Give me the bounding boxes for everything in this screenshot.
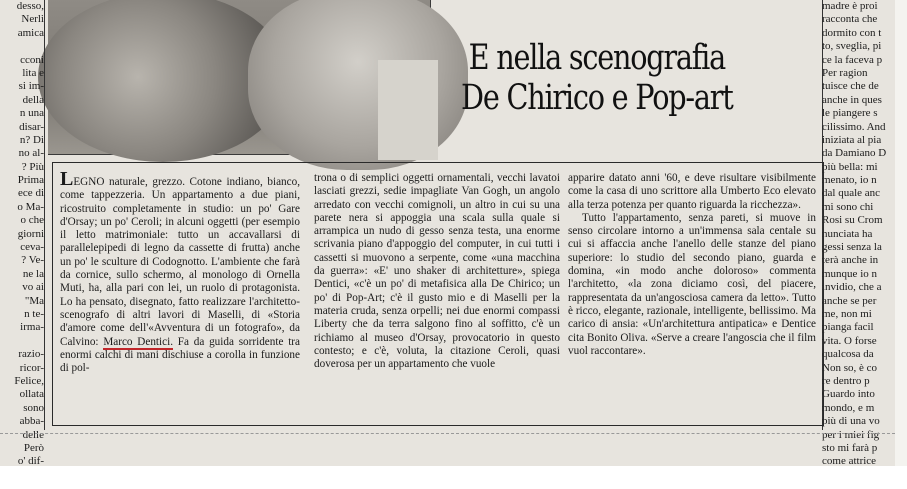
left-fragment-line: n te- bbox=[24, 307, 44, 320]
article-photo bbox=[48, 0, 431, 155]
right-fragment-line: anche in ques bbox=[822, 93, 882, 106]
left-fragment-line: delle bbox=[22, 428, 44, 441]
right-fragment-line: me, non mi bbox=[822, 307, 872, 320]
right-fragment-line: Per ragion bbox=[822, 66, 868, 79]
left-fragment-line: ece di bbox=[18, 187, 44, 200]
right-fragment-line: da Damiano D bbox=[822, 147, 887, 160]
headline-line-2: De Chirico e Pop-art bbox=[461, 78, 733, 118]
column-3-paragraph-1: apparire datato anni '60, e deve risultare visibilmente come la casa di uno scrittore alla Umberto Eco elevato alla terza potenza per quanto riguarda la ricchezza». bbox=[568, 172, 816, 211]
left-fragment-line: n una bbox=[19, 107, 44, 120]
right-fragment-line: to, sveglia, pi bbox=[822, 40, 882, 53]
right-fragment-line: menato, io n bbox=[822, 174, 877, 187]
left-fragment-line: disar- bbox=[19, 120, 44, 133]
left-fragment-line: ? Ve- bbox=[21, 254, 44, 267]
column-3-paragraph-2: Tutto l'appartamento, senza pareti, si muove in senso circolare intorno a un'immensa sala centale su cui si affaccia anche l'anello delle stanze del piano superiore: lo studio del secondo piano, guarda e domina, «in modo anche doloroso» commenta l'architetto, «la zona diciamo così, del piacere, rappresentata da un'angosciosa camera da letto». Tutto è ricco, elegante, razionale, intelligente, bellissimo. Ma carico di ansia: «Un'architettura antipatica» e Dentice cita Bonito Oliva. «Serve a creare l'angoscia che il film vuol raccontare». bbox=[568, 211, 816, 357]
left-fragment-line: ne la bbox=[22, 267, 44, 280]
right-fragment-line: dormito con t bbox=[822, 26, 882, 39]
drop-cap: L bbox=[60, 168, 74, 190]
left-fragment-line: irma- bbox=[20, 321, 44, 334]
left-fragment-line: "Ma bbox=[24, 294, 44, 307]
left-fragment-line: vo ai bbox=[22, 281, 44, 294]
column-2-text: trona o di semplici oggetti ornamentali, vecchi lavatoi lasciati grezzi, sedie impagliate Van Gogh, un angolo arredato con vecchi comignoli, un altro in cui su una parete nera si appoggia una scala sulla quale si arrampica un nudo di gesso senza testa, una enorme scrivania piano d'appoggio del computer, in cui tutti i cassetti si muovono a serpente, come «una macchina da guerra»: «E' uno shaker di architetture», spiega Dentici, «c'è un po' di metafisica alla De Chirico; un po' di Pop-Art; c'è il gusto mio e di Maselli per la materia cruda, senza orpelli; nei due enormi compassi Liberty che da terra salgono fino al soffitto, c'è un richiamo al museo d'Orsay, provocatorio in questo contesto; e c'è, voluta, la citazione Ceroli, quasi doverosa per un appartamento che vuole bbox=[314, 172, 560, 371]
left-fragment-line: lita e bbox=[22, 66, 44, 79]
column-1-lead: EGNO naturale, grezzo. Cotone indiano, bianco, come tappezzeria. Un appartamento a due piani, ricostruito completamente in studio: un po' Gare d'Orsay; un po' Ceroli; in alcuni oggetti (per esempio il letto matrimoniale: tutto un accavallarsi di parallelepipedi di legno da cassette di frutta) anche un po' le sculture di Codognotto. L'ambiente che farà da cornice, sullo schermo, al monologo di Ornella Muti, ha, alla pari con lei, un ruolo di protagonista. Lo ha pensato, disegnato, fatto realizzare l'architetto-scenografo di altri lavori di Maselli, di «Storia d'amore come dell'«Avventura di un fotografo», da Calvino: bbox=[60, 176, 300, 348]
right-fragment-line: iniziata al pia bbox=[822, 133, 882, 146]
right-fragment-line: Rosi su Crom bbox=[822, 214, 883, 227]
left-fragment-line: ricor- bbox=[19, 361, 44, 374]
right-fragment-line: tuisce che de bbox=[822, 80, 879, 93]
left-fragment-line: desso, bbox=[16, 0, 44, 12]
left-fragment-line: cconi bbox=[20, 53, 44, 66]
left-fragment-line: Prima bbox=[17, 174, 44, 187]
right-fragment-line: dal quale anc bbox=[822, 187, 881, 200]
article-column-1 bbox=[60, 168, 300, 375]
headline-line-1: E nella scenografia bbox=[468, 38, 726, 78]
right-fragment-line: le piangere s bbox=[822, 107, 878, 120]
left-fragment-line: ceva- bbox=[20, 241, 44, 254]
left-fragment-line: si im- bbox=[18, 80, 44, 93]
right-fragment-line: madre è proi bbox=[822, 0, 878, 12]
column-rule-left bbox=[44, 0, 45, 430]
right-fragment-line: munque io n bbox=[822, 267, 877, 280]
right-fragment-line: re dentro p bbox=[822, 374, 870, 387]
left-fragment-line: sono bbox=[23, 401, 44, 414]
left-fragment-line: Felice, bbox=[14, 374, 44, 387]
left-fragment-line bbox=[0, 40, 44, 53]
right-adjacent-article bbox=[822, 0, 902, 468]
left-fragment-line: della bbox=[22, 93, 44, 106]
left-fragment-line: no al- bbox=[18, 147, 44, 160]
right-fragment-line: sto mi farà p bbox=[822, 441, 878, 454]
right-fragment-line: per i miei fig bbox=[822, 428, 880, 441]
left-fragment-line: amica bbox=[17, 26, 44, 39]
right-fragment-line: più di una vo bbox=[822, 415, 880, 428]
underlined-name: Marco Dentici. bbox=[103, 335, 174, 348]
right-fragment-line: Non so, è co bbox=[822, 361, 877, 374]
right-fragment-line: qualcosa da bbox=[822, 348, 874, 361]
left-adjacent-article bbox=[0, 0, 44, 468]
left-fragment-line: o' dif- bbox=[17, 455, 44, 468]
right-fragment-line: più bella: mi bbox=[822, 160, 878, 173]
right-fragment-line: mi sono chi bbox=[822, 200, 874, 213]
left-fragment-line: Nerli bbox=[21, 13, 44, 26]
left-fragment-line: ollata bbox=[19, 388, 44, 401]
left-fragment-line: o che bbox=[20, 214, 44, 227]
right-fragment-line: gessi senza la bbox=[822, 241, 882, 254]
left-fragment-line: Però bbox=[23, 441, 44, 454]
right-fragment-line: anche se per bbox=[822, 294, 877, 307]
left-fragment-line: n? Di bbox=[19, 133, 44, 146]
right-fragment-line: terà anche in bbox=[822, 254, 879, 267]
right-fragment-line: invidio, che a bbox=[822, 281, 882, 294]
right-fragment-line: come attrice bbox=[822, 455, 877, 468]
column-1-rest: Fa da guida sorridente tra enormi calchi di mani dischiuse a corolla in funzione di pol- bbox=[60, 335, 300, 375]
right-fragment-line: cilissimo. And bbox=[822, 120, 886, 133]
right-fragment-line: pianga facil bbox=[822, 321, 874, 334]
left-fragment-line: o Ma- bbox=[17, 200, 44, 213]
right-fragment-line: vita. O forse bbox=[822, 334, 877, 347]
article-column-2 bbox=[314, 172, 560, 371]
right-fragment-line: mondo, e m bbox=[822, 401, 875, 414]
fold-line bbox=[0, 433, 895, 434]
left-fragment-line bbox=[0, 335, 44, 348]
left-fragment-line: ? Più bbox=[21, 160, 44, 173]
right-fragment-line: ce la faceva p bbox=[822, 53, 883, 66]
right-fragment-line: nunciata ha bbox=[822, 227, 873, 240]
left-fragment-line: giorni bbox=[17, 227, 44, 240]
left-fragment-line: abba- bbox=[19, 415, 44, 428]
right-fragment-line: racconta che bbox=[822, 13, 878, 26]
left-fragment-line: razio- bbox=[18, 348, 44, 361]
article-column-3 bbox=[568, 172, 816, 358]
right-fragment-line: Guardo into bbox=[822, 388, 875, 401]
headline bbox=[441, 38, 753, 118]
photo-edge bbox=[378, 60, 438, 160]
